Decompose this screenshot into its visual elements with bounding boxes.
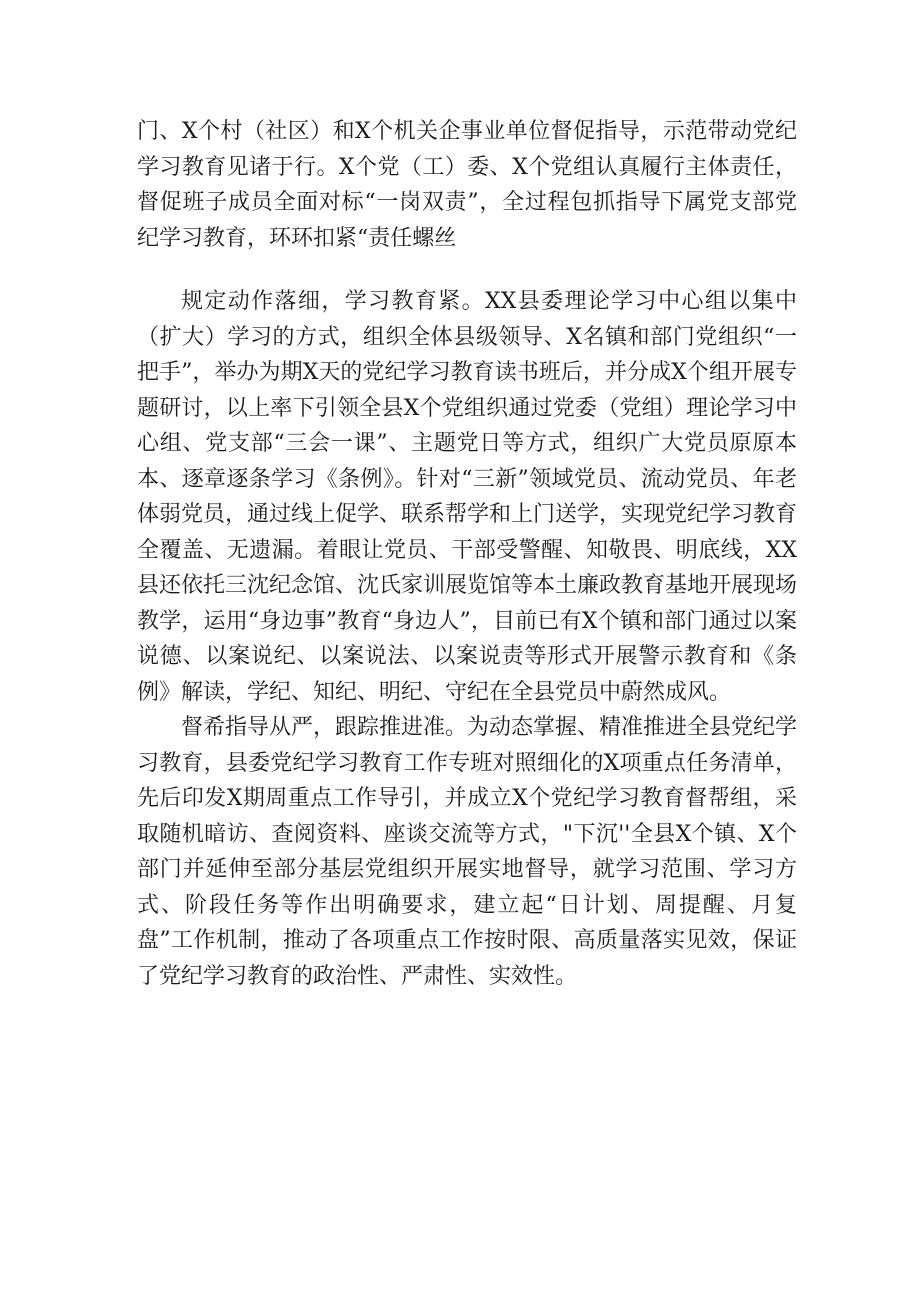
document-body [137,114,797,994]
paragraph-3: 督希指导从严，跟踪推进准。为动态掌握、精准推进全县党纪学习教育，县委党纪学习教育工作专班对照细化的X项重点任务清单，先后印发X期周重点工作导引，并成立X个党纪学习教育督帮组，采取随机暗访、查阅资料、座谈交流等方式，"下沉''全县X个镇、X个部门并延伸至部分基层党组织开展实地督导，就学习范围、学习方式、阶段任务等作出明确要求，建立起“日计划、周提醒、月复盘”工作机制，推动了各项重点工作按时限、高质量落实见效，保证了党纪学习教育的政治性、严肃性、实效性。 [137,715,798,989]
paragraph-2: 规定动作落细，学习教育紧。XX县委理论学习中心组以集中（扩大）学习的方式，组织全体县级领导、X名镇和部门党组织“一把手”，举办为期X天的党纪学习教育读书班后，并分成X个组开展专题研讨，以上率下引领全县X个党组织通过党委（党组）理论学习中心组、党支部“三会一课”、主题党日等方式，组织广大党员原原本本、逐章逐条学习《条例》。针对“三新”领域党员、流动党员、年老体弱党员，通过线上促学、联系帮学和上门送学，实现党纪学习教育全覆盖、无遗漏。着眼让党员、干部受警醒、知敬畏、明底线，XX县还依托三沈纪念馆、沈氏家训展览馆等本土廉政教育基地开展现场教学，运用“身边事”教育“身边人”，目前已有X个镇和部门通过以案说德、以案说纪、以案说法、以案说责等形式开展警示教育和《条例》解读，学纪、知纪、明纪、守纪在全县党员中蔚然成风。 [137,289,798,705]
paragraph-1: 门、X个村（社区）和X个机关企事业单位督促指导，示范带动党纪学习教育见诸于行。X个党（工）委、X个党组认真履行主体责任，督促班子成员全面对标“一岗双责”，全过程包抓指导下属党支部党纪学习教育，环环扣紧“责任螺丝 [137,119,797,251]
